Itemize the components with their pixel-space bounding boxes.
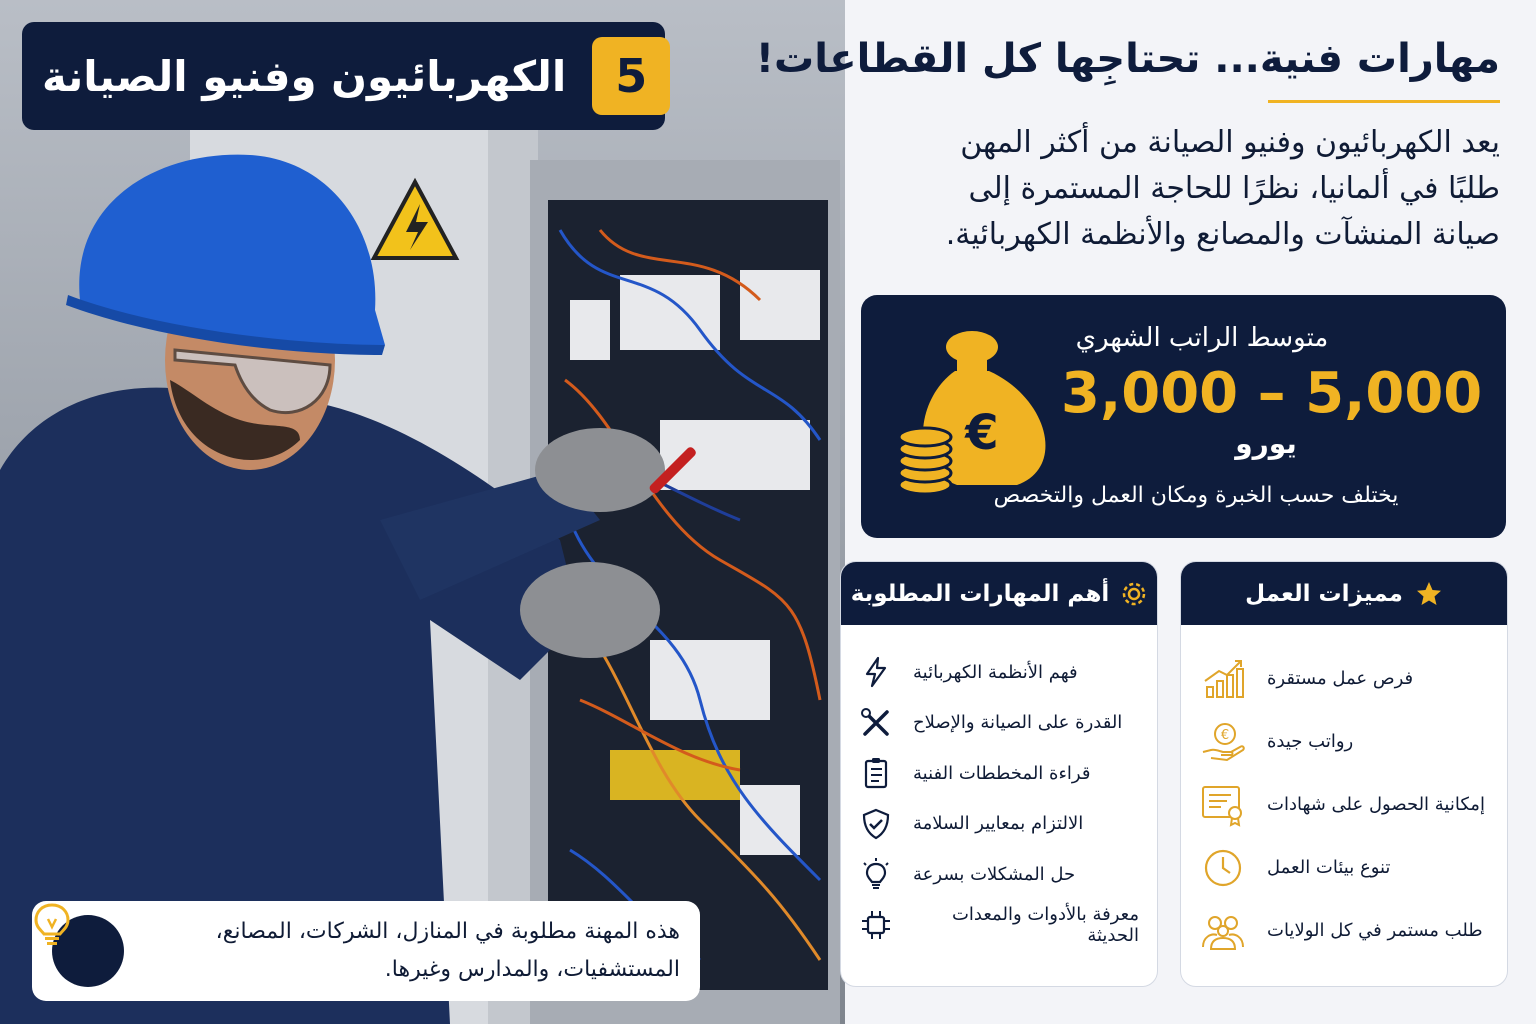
certificate-icon [1199, 781, 1247, 829]
salary-card [861, 295, 1506, 538]
perk-item [1199, 899, 1489, 962]
heading-underline [1268, 100, 1500, 103]
title-badge [22, 22, 665, 130]
info-note [32, 901, 700, 1001]
growth-chart-icon [1199, 655, 1247, 703]
perks-card [1180, 561, 1508, 987]
lightbulb-icon [52, 915, 124, 987]
intro-line: صيانة المنشآت والمصانع والأنظمة الكهربائية. [945, 217, 1500, 252]
lightning-icon [859, 655, 893, 689]
perk-item [1199, 773, 1489, 836]
skill-label: فهم الأنظمة الكهربائية [913, 661, 1078, 683]
lightbulb-icon [859, 857, 893, 891]
intro-line: يعد الكهربائيون وفنيو الصيانة من أكثر المهن [960, 125, 1500, 160]
clipboard-icon [859, 756, 893, 790]
salary-currency: يورو [1235, 427, 1297, 460]
section-heading: مهارات فنية... تحتاجِها كل القطاعات! [755, 36, 1500, 82]
skill-label: قراءة المخططات الفنية [913, 762, 1091, 784]
perk-item [1199, 647, 1489, 710]
skill-label: القدرة على الصيانة والإصلاح [913, 712, 1123, 734]
svg-text:€: € [965, 405, 999, 461]
perk-label: فرص عمل مستقرة [1267, 668, 1414, 689]
perk-label: إمكانية الحصول على شهادات [1267, 794, 1485, 815]
salary-label: متوسط الراتب الشهري [1075, 323, 1329, 353]
skill-item [859, 698, 1139, 749]
note-line: هذه المهنة مطلوبة في المنازل، الشركات، المصانع، [215, 919, 680, 944]
perk-item [1199, 710, 1489, 773]
skill-label: معرفة بالأدوات والمعدات الحديثة [951, 903, 1139, 946]
note-line: المستشفيات، والمدارس وغيرها. [384, 957, 680, 982]
skills-card [840, 561, 1158, 987]
skill-label: حل المشكلات بسرعة [913, 863, 1076, 885]
intro-line: طلبًا في ألمانيا، نظرًا للحاجة المستمرة إلى [968, 171, 1500, 206]
chip-icon [859, 908, 893, 942]
skills-title: أهم المهارات المطلوبة [850, 580, 1110, 607]
people-icon [1199, 907, 1247, 955]
perk-label: رواتب جيدة [1267, 731, 1354, 752]
intro-paragraph [880, 120, 1500, 258]
euro-hand-icon [1199, 718, 1247, 766]
skill-item [859, 748, 1139, 799]
skill-item [859, 849, 1139, 900]
perks-title: مميزات العمل [1245, 580, 1403, 607]
skill-item [859, 647, 1139, 698]
note-text [146, 913, 680, 989]
perks-header [1181, 562, 1507, 625]
salary-note: يختلف حسب الخبرة ومكان العمل والتخصص [993, 483, 1399, 508]
skills-header [841, 562, 1157, 625]
svg-text:€: € [1220, 727, 1230, 743]
page-title: الكهربائيون وفنيو الصيانة [42, 51, 567, 101]
skill-item [859, 900, 1139, 951]
section-number: 5 [592, 37, 670, 115]
star-icon [1415, 580, 1443, 608]
perk-item [1199, 836, 1489, 899]
skill-item [859, 799, 1139, 850]
skill-label: الالتزام بمعايير السلامة [913, 813, 1084, 835]
perk-label: طلب مستمر في كل الولايات [1267, 920, 1483, 941]
clock-icon [1199, 844, 1247, 892]
perk-label: تنوع بيئات العمل [1267, 857, 1391, 878]
salary-amount: 3,000 – 5,000 [1061, 361, 1483, 426]
tools-icon [859, 706, 893, 740]
gear-icon [1121, 581, 1147, 607]
shield-check-icon [859, 807, 893, 841]
